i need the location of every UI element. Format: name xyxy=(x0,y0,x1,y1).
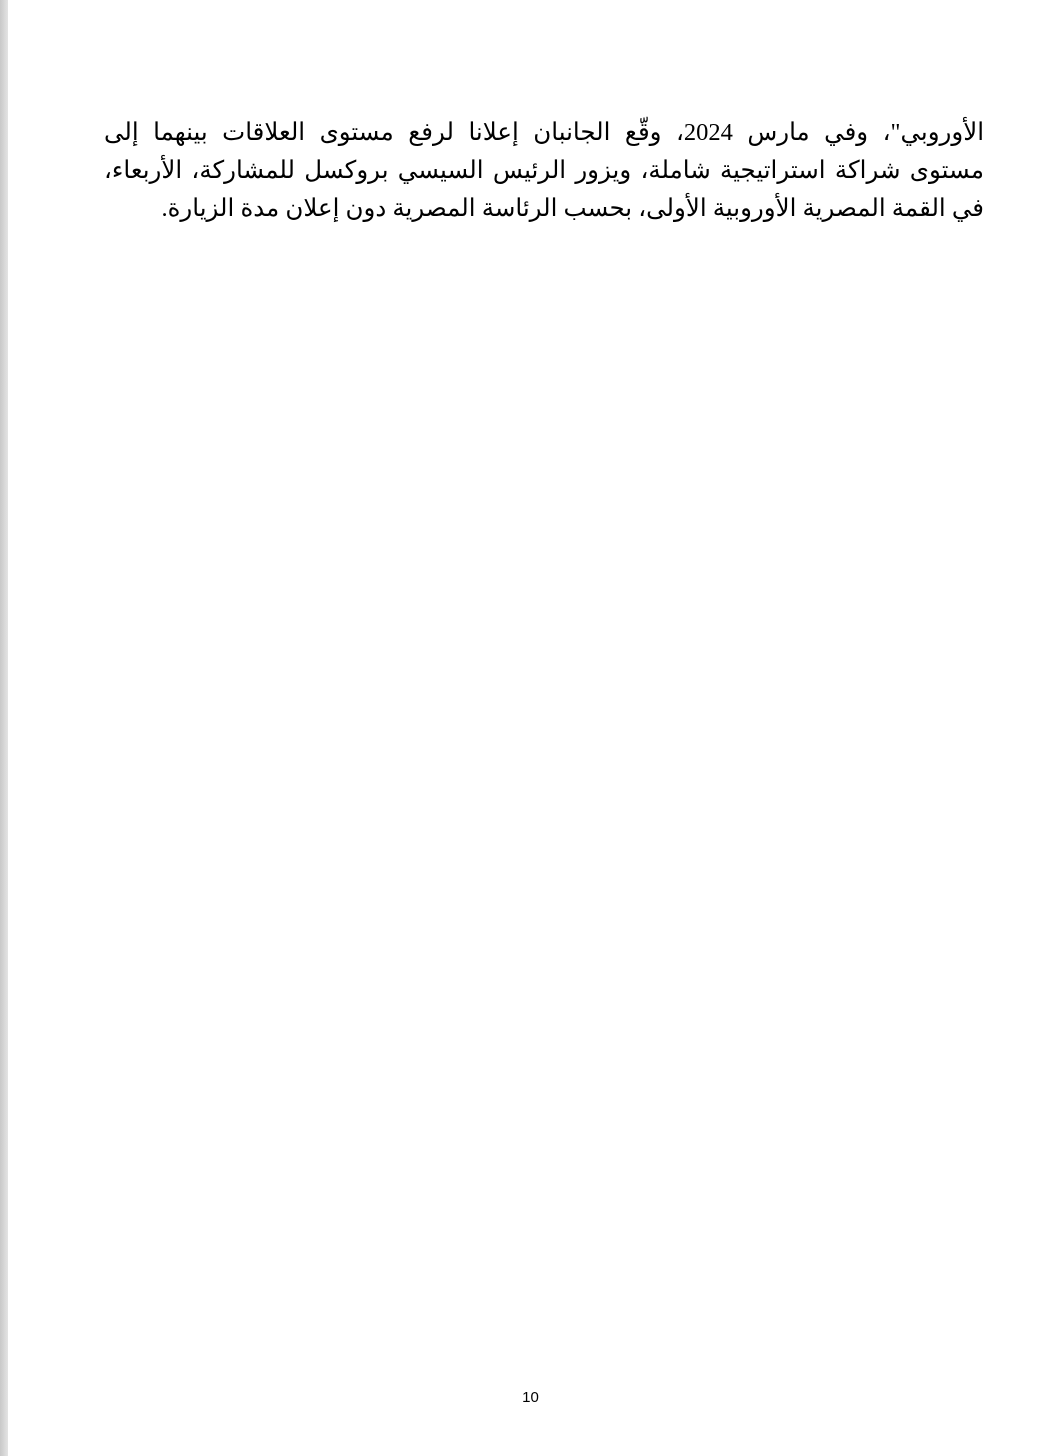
document-page xyxy=(8,0,1061,1456)
body-paragraph xyxy=(104,114,984,228)
paragraph-line: الأوروبي"، وفي مارس 2024، وقّع الجانبان إعلانا لرفع مستوى العلاقات بينهما إلى xyxy=(104,119,984,146)
viewer-left-edge xyxy=(0,0,8,1456)
page-number: 10 xyxy=(522,1389,539,1406)
paragraph-line: مستوى شراكة استراتيجية شاملة، ويزور الرئيس السيسي بروكسل للمشاركة، الأربعاء، xyxy=(104,157,984,184)
paragraph-line: في القمة المصرية الأوروبية الأولى، بحسب الرئاسة المصرية دون إعلان مدة الزيارة. xyxy=(161,195,984,222)
